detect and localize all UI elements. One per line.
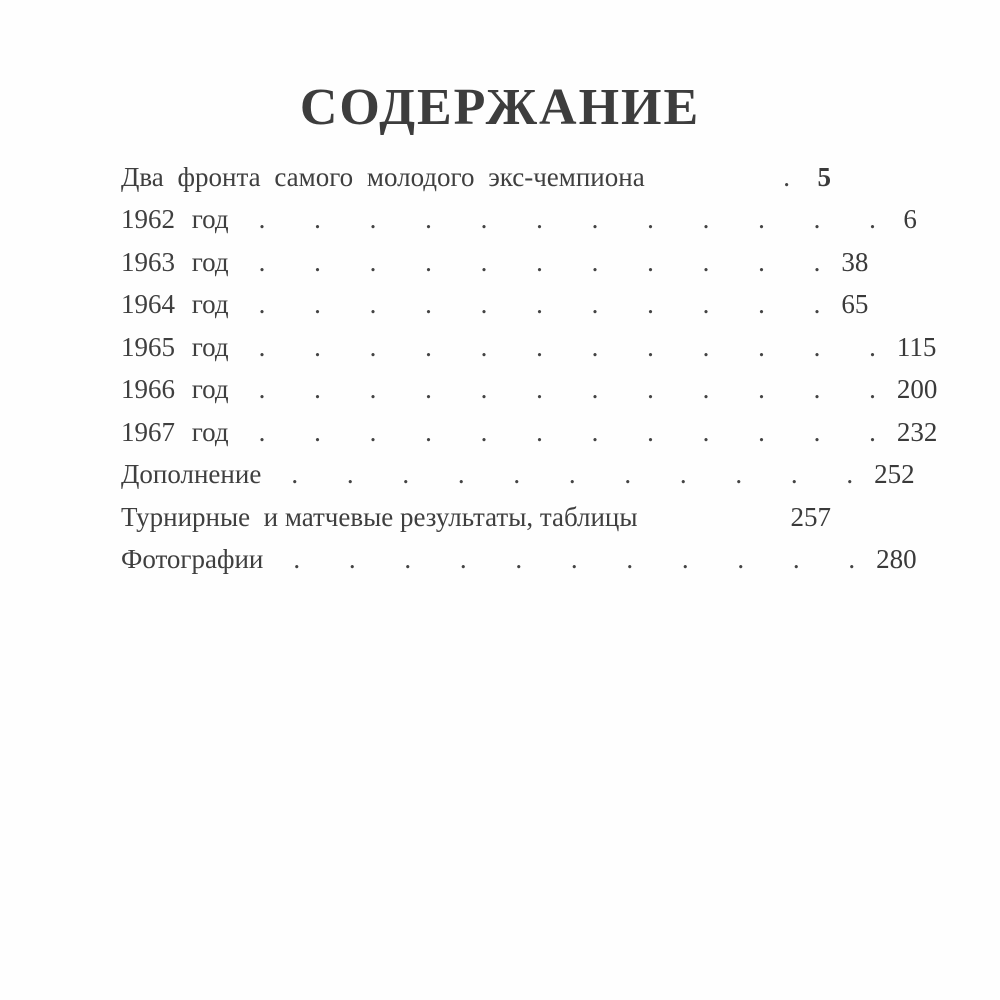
- toc-entry: [121, 284, 869, 327]
- toc-entry-leader: . . . . . . . . . . . .: [258, 374, 897, 405]
- toc-entry: [121, 454, 915, 497]
- toc-entry-title: 1962 год: [121, 204, 229, 235]
- toc-entry: [121, 369, 938, 412]
- toc-entry-title: Два фронта самого молодого экс-чемпиона: [121, 161, 645, 192]
- toc-entry-page: 252: [874, 459, 915, 490]
- toc-entry-page: 38: [841, 246, 869, 277]
- toc-entry-page: 115: [896, 331, 937, 362]
- toc-entry-page: 65: [841, 289, 869, 320]
- toc-entry-leader: . . . . . . . . . . .: [293, 544, 877, 575]
- toc-entry-title: 1966 год: [121, 374, 229, 405]
- toc-entry-title: 1964 год: [121, 289, 229, 320]
- toc-entry-title: 1965 год: [121, 331, 229, 362]
- toc-entry-page: 257: [790, 501, 831, 532]
- toc-entry-leader: . . . . . . . . . . .: [258, 246, 842, 277]
- toc-entry-title: Дополнение: [121, 459, 262, 490]
- toc-entry: [121, 326, 937, 369]
- toc-entry-title: Турнирные и матчевые результаты, таблицы: [121, 501, 638, 532]
- toc-entry-page: 280: [876, 544, 917, 575]
- toc-entry: [121, 199, 917, 242]
- toc-entry-leader: . . . . . . . . . . .: [291, 459, 875, 490]
- page-title: СОДЕРЖАНИЕ: [299, 79, 701, 136]
- toc-entry-title: 1967 год: [121, 416, 229, 447]
- toc-entry-leader: . . . . . . . . . . .: [258, 289, 842, 320]
- toc-entry-title: 1963 год: [121, 246, 229, 277]
- toc-entry-page: 232: [896, 416, 938, 447]
- toc-entry-page: 6: [903, 204, 917, 235]
- toc-entry-page: 200: [896, 374, 938, 405]
- toc-entry: [121, 411, 938, 454]
- toc-entry-title: Фотографии: [121, 544, 264, 575]
- toc-entry-leader: . . . . . . . . . . . .: [258, 416, 897, 447]
- toc-entry-leader: .: [783, 161, 811, 192]
- toc-entry: [121, 156, 831, 199]
- toc-entry-leader: . . . . . . . . . . . .: [258, 331, 897, 362]
- toc-entry: [121, 496, 831, 539]
- toc-entry-leader: . . . . . . . . . . . .: [258, 204, 897, 235]
- toc-entry-page: 5: [817, 161, 831, 192]
- table-of-contents: [121, 156, 938, 581]
- toc-entry: [121, 539, 917, 582]
- toc-entry: [121, 241, 869, 284]
